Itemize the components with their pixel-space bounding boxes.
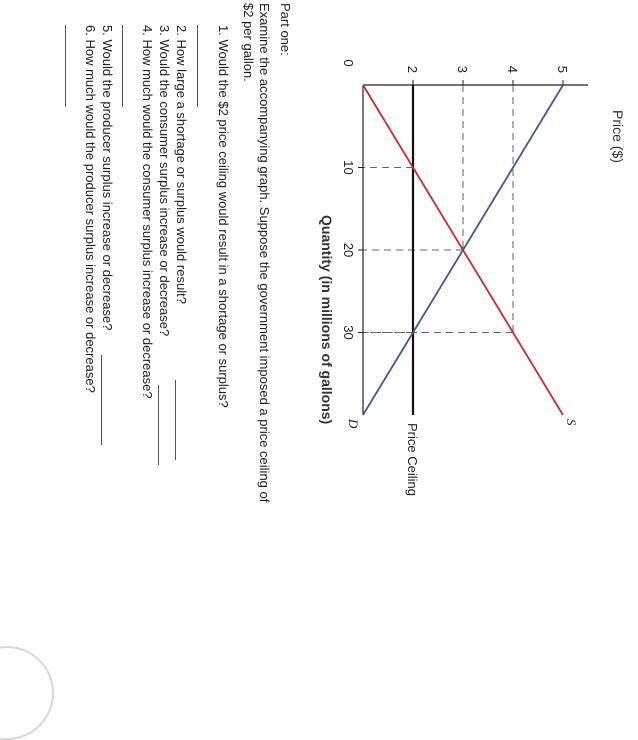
answer-blank-4[interactable] — [122, 25, 123, 107]
intro-line-2: $2 per gallon. — [241, 3, 256, 82]
x-tick-label: 0 — [341, 59, 356, 67]
y-axis-title: Price ($) — [610, 110, 626, 163]
y-tick-label: 3 — [455, 65, 470, 73]
answer-blank-6[interactable] — [65, 25, 66, 107]
question-item: 3. Would the consumer surplus increase or decrease? — [157, 25, 172, 337]
supply-demand-chart — [338, 0, 638, 700]
answer-blank-1[interactable] — [197, 25, 198, 107]
series-label-d: D — [346, 419, 361, 429]
intro-line-1: Examine the accompanying graph. Suppose the government imposed a price ceiling of — [257, 3, 272, 503]
x-tick-label: 10 — [341, 160, 356, 175]
series-label-s: S — [564, 419, 579, 426]
question-item: 6. How much would the producer surplus increase or decrease? — [83, 25, 98, 393]
tick-layer — [341, 59, 570, 339]
y-tick-label: 5 — [555, 65, 570, 73]
question-item: 4. How much would the consumer surplus increase or decrease? — [140, 25, 155, 399]
answer-blank-5[interactable] — [101, 355, 102, 445]
part-label: Part one: — [278, 3, 293, 56]
answer-blank-3[interactable] — [158, 385, 159, 465]
corner-decoration — [0, 646, 54, 740]
price-ceiling-label: Price Ceiling — [405, 423, 420, 496]
x-axis-title: Quantity (in millions of gallons) — [319, 215, 335, 425]
y-tick-label: 4 — [505, 65, 520, 73]
question-item: 5. Would the producer surplus increase or decrease? — [100, 25, 115, 331]
answer-blank-2[interactable] — [175, 380, 176, 460]
x-tick-label: 20 — [341, 242, 356, 258]
x-tick-label: 30 — [341, 325, 356, 340]
y-tick-label: 2 — [405, 65, 420, 73]
question-item: 2. How large a shortage or surplus would result? — [174, 25, 189, 304]
question-item: 1. Would the $2 price ceiling would result in a shortage or surplus? — [216, 25, 231, 408]
